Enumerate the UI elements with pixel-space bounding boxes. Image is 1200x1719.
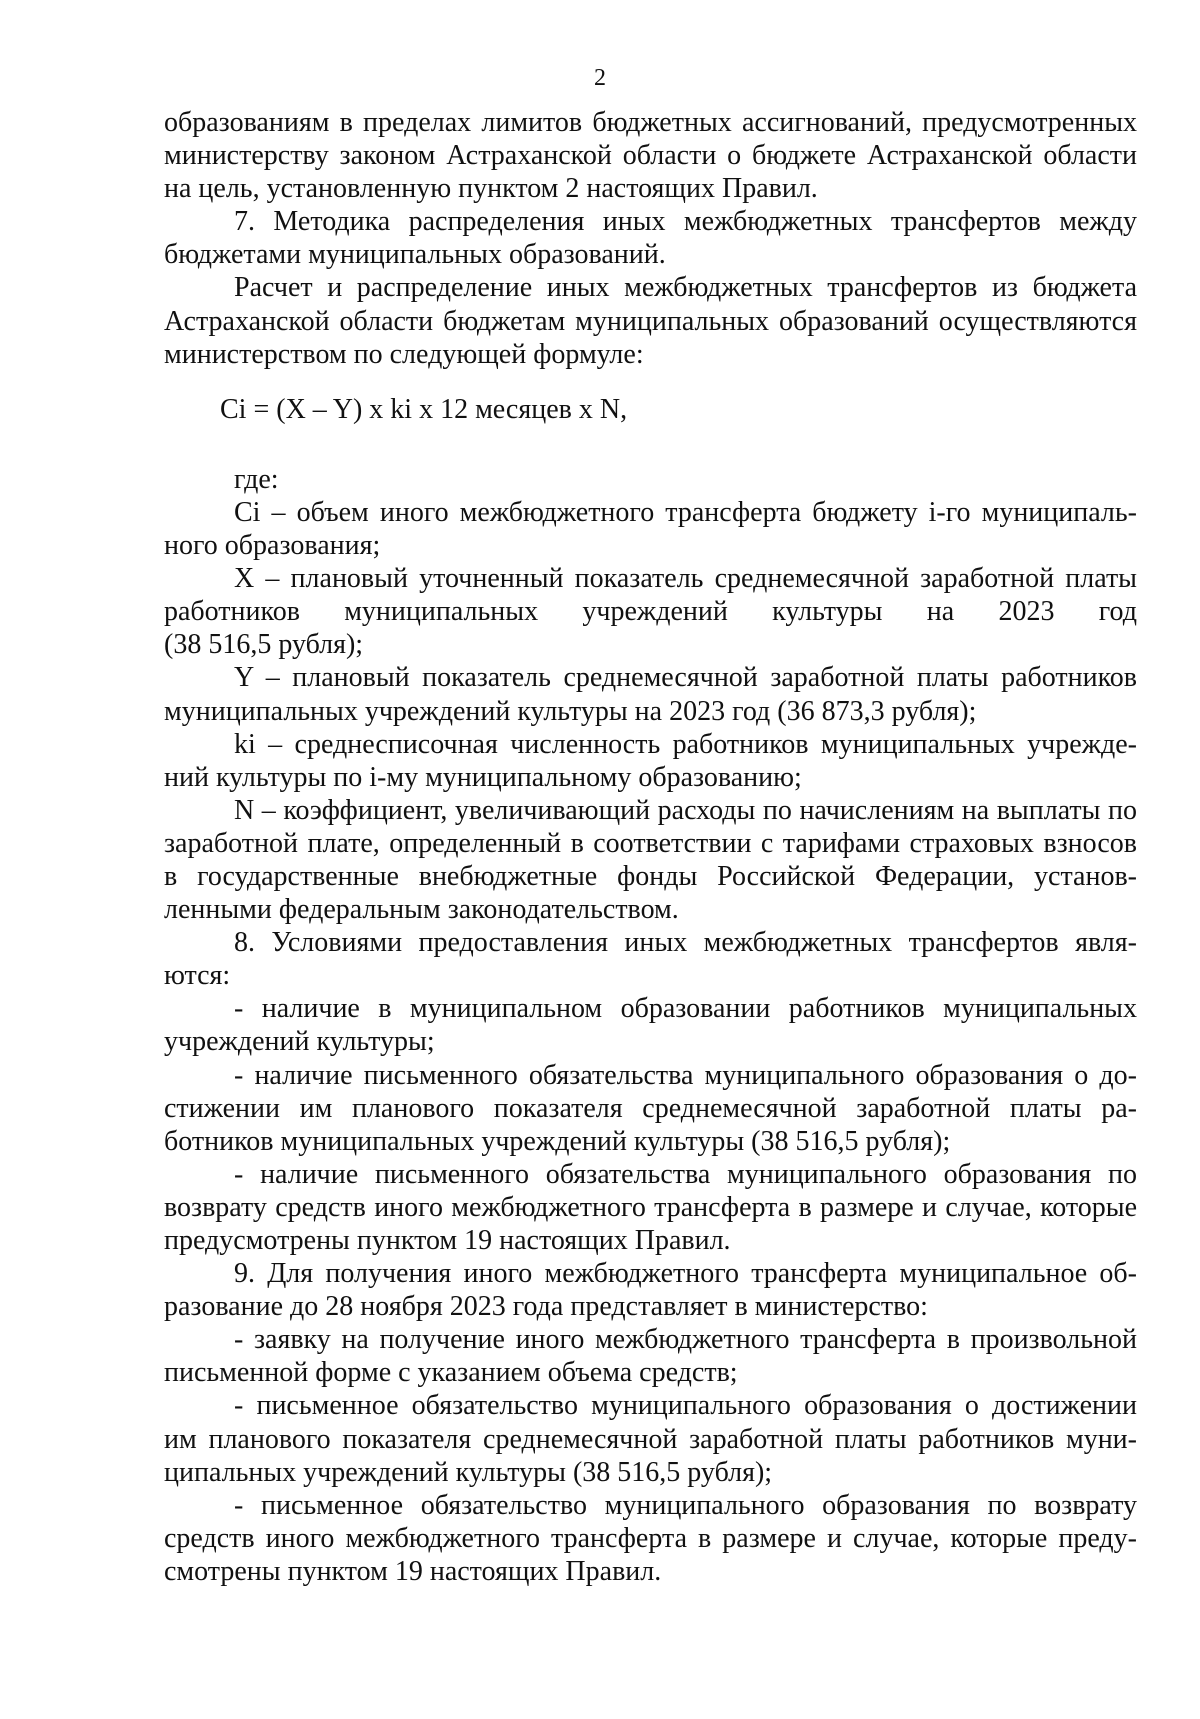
- list-item-condition-2: - наличие письменного обязательства муниципального образования о достижении им планового показателя среднемесячной заработной платы работников муниципальных учреждений культуры (38 516,5 рубля);: [164, 1059, 1137, 1157]
- definition-y: Y – плановый показатель среднемесячной заработной платы работников муниципальных учреждений культуры на 2023 год (36 873,3 рубля);: [164, 662, 1137, 727]
- list-item-document-1: - заявку на получение иного межбюджетного трансферта в произвольной письменной форме с указанием объема средств;: [164, 1324, 1137, 1389]
- list-item-condition-1: - наличие в муниципальном образовании работников муниципальных учреждений культуры;: [164, 993, 1137, 1058]
- definition-x-value: (38 516,5 рубля);: [164, 629, 364, 661]
- paragraph-calculation-intro: Расчет и распределение иных межбюджетных трансфертов из бюджета Астраханской области бюджетам муниципальных образований осуществляются министерством по следующей формуле:: [164, 272, 1137, 370]
- paragraph-item-8: 8. Условиями предоставления иных межбюджетных трансфертов являются:: [164, 927, 1137, 992]
- list-item-document-2: - письменное обязательство муниципального образования о достижении им планового показателя среднемесячной заработной платы работников муниципальных учреждений культуры (38 516,5 рубля);: [164, 1390, 1137, 1488]
- document-body: [164, 106, 1137, 1588]
- paragraph-item-9: 9. Для получения иного межбюджетного трансферта муниципальное образование до 28 ноября 2023 года представляет в министерство:: [164, 1258, 1137, 1323]
- formula: Сi = (X – Y) x ki x 12 месяцев x N,: [220, 393, 628, 425]
- definition-ci: Сi – объем иного межбюджетного трансферта бюджету i-го муниципального образования;: [164, 496, 1137, 562]
- definition-n: N – коэффициент, увеличивающий расходы по начислениям на выплаты по заработной плате, определенный в соответствии с тарифами страховых взносов в государственные внебюджетные фонды Российской Федерации, установленными федеральным законодательством.: [164, 794, 1137, 926]
- paragraph-where: где:: [234, 463, 279, 495]
- definition-x: X – плановый уточненный показатель среднемесячной заработной платы работников муниципальных учреждений культуры на 2023 год: [164, 563, 1137, 628]
- list-item-condition-3: - наличие письменного обязательства муниципального образования по возврату средств иного межбюджетного трансферта в размере и случае, которые предусмотрены пунктом 19 настоящих Правил.: [164, 1158, 1137, 1256]
- definition-ki: ki – среднесписочная численность работников муниципальных учреждений культуры по i-му муниципальному образованию;: [164, 728, 1137, 793]
- paragraph-continuation: образованиям в пределах лимитов бюджетных ассигнований, предусмотренных министерству законом Астраханской области о бюджете Астраханской области на цель, установленную пунктом 2 настоящих Правил.: [164, 107, 1137, 205]
- page-number: 2: [594, 65, 606, 91]
- list-item-document-3: - письменное обязательство муниципального образования по возврату средств иного межбюджетного трансферта в размере и случае, которые предусмотрены пунктом 19 настоящих Правил.: [164, 1489, 1137, 1587]
- paragraph-item-7: 7. Методика распределения иных межбюджетных трансфертов между бюджетами муниципальных образований.: [164, 206, 1137, 271]
